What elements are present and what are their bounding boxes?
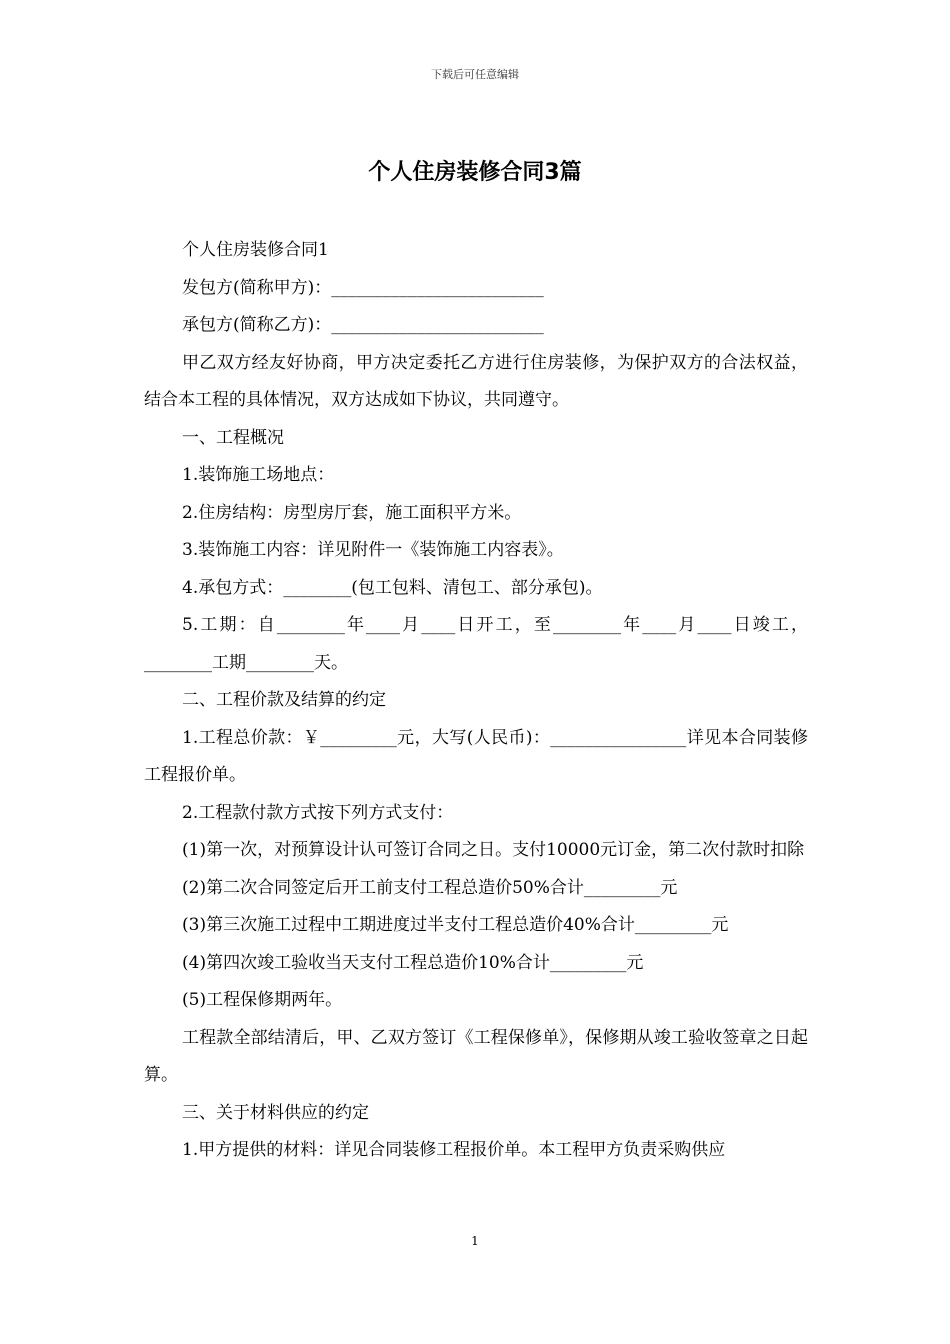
paragraph: 2.住房结构：房型房厅套，施工面积平方米。 [182,502,522,523]
paragraph: (3)第三次施工过程中工期进度过半支付工程总造价40%合计_________元 [182,915,729,935]
section-heading: 一、工程概况 [182,427,284,448]
paragraph: 承包方(简称乙方)：_________________________ [182,315,544,335]
section-heading: 二、工程价款及结算的约定 [182,690,386,710]
document-body [144,232,808,1170]
paragraph: (1)第一次，对预算设计认可签订合同之日。支付10000元订金，第二次付款时扣除 [182,840,805,860]
paragraph: 甲乙双方经友好协商，甲方决定委托乙方进行住房装修，为保护双方的合法权益，结合本工程的具体情况，双方达成如下协议，共同遵守。 [144,352,808,410]
paragraph: 1.工程总价款：￥_________元，大写(人民币)：________________详见本合同装修工程报价单。 [144,727,808,785]
paragraph: 5.工期：自________年____月____日开工，至________年____月____日竣工，________工期________天。 [144,615,808,673]
paragraph: 1.装饰施工场地点： [182,465,335,485]
paragraph: 工程款全部结清后，甲、乙双方签订《工程保修单》，保修期从竣工验收签章之日起算。 [144,1027,808,1085]
section-heading: 三、关于材料供应的约定 [182,1102,369,1123]
paragraph: 1.甲方提供的材料：详见合同装修工程报价单。本工程甲方负责采购供应 [182,1140,726,1160]
paragraph: (4)第四次竣工验收当天支付工程总造价10%合计_________元 [182,952,644,973]
paragraph: 2.工程款付款方式按下列方式支付： [182,802,454,823]
document-title: 个人住房装修合同3篇 [368,160,582,185]
paragraph: (5)工程保修期两年。 [182,990,343,1010]
paragraph: 4.承包方式：________(包工包料、清包工、部分承包)。 [182,577,603,598]
page-header: 下载后可任意编辑 [431,68,519,81]
paragraph: 发包方(简称甲方)：_________________________ [182,277,544,298]
page-number: 1 [471,1234,479,1248]
paragraph: (2)第二次合同签定后开工前支付工程总造价50%合计_________元 [182,877,678,898]
paragraph: 个人住房装修合同1 [182,240,329,260]
paragraph: 3.装饰施工内容：详见附件一《装饰施工内容表》。 [182,540,564,560]
